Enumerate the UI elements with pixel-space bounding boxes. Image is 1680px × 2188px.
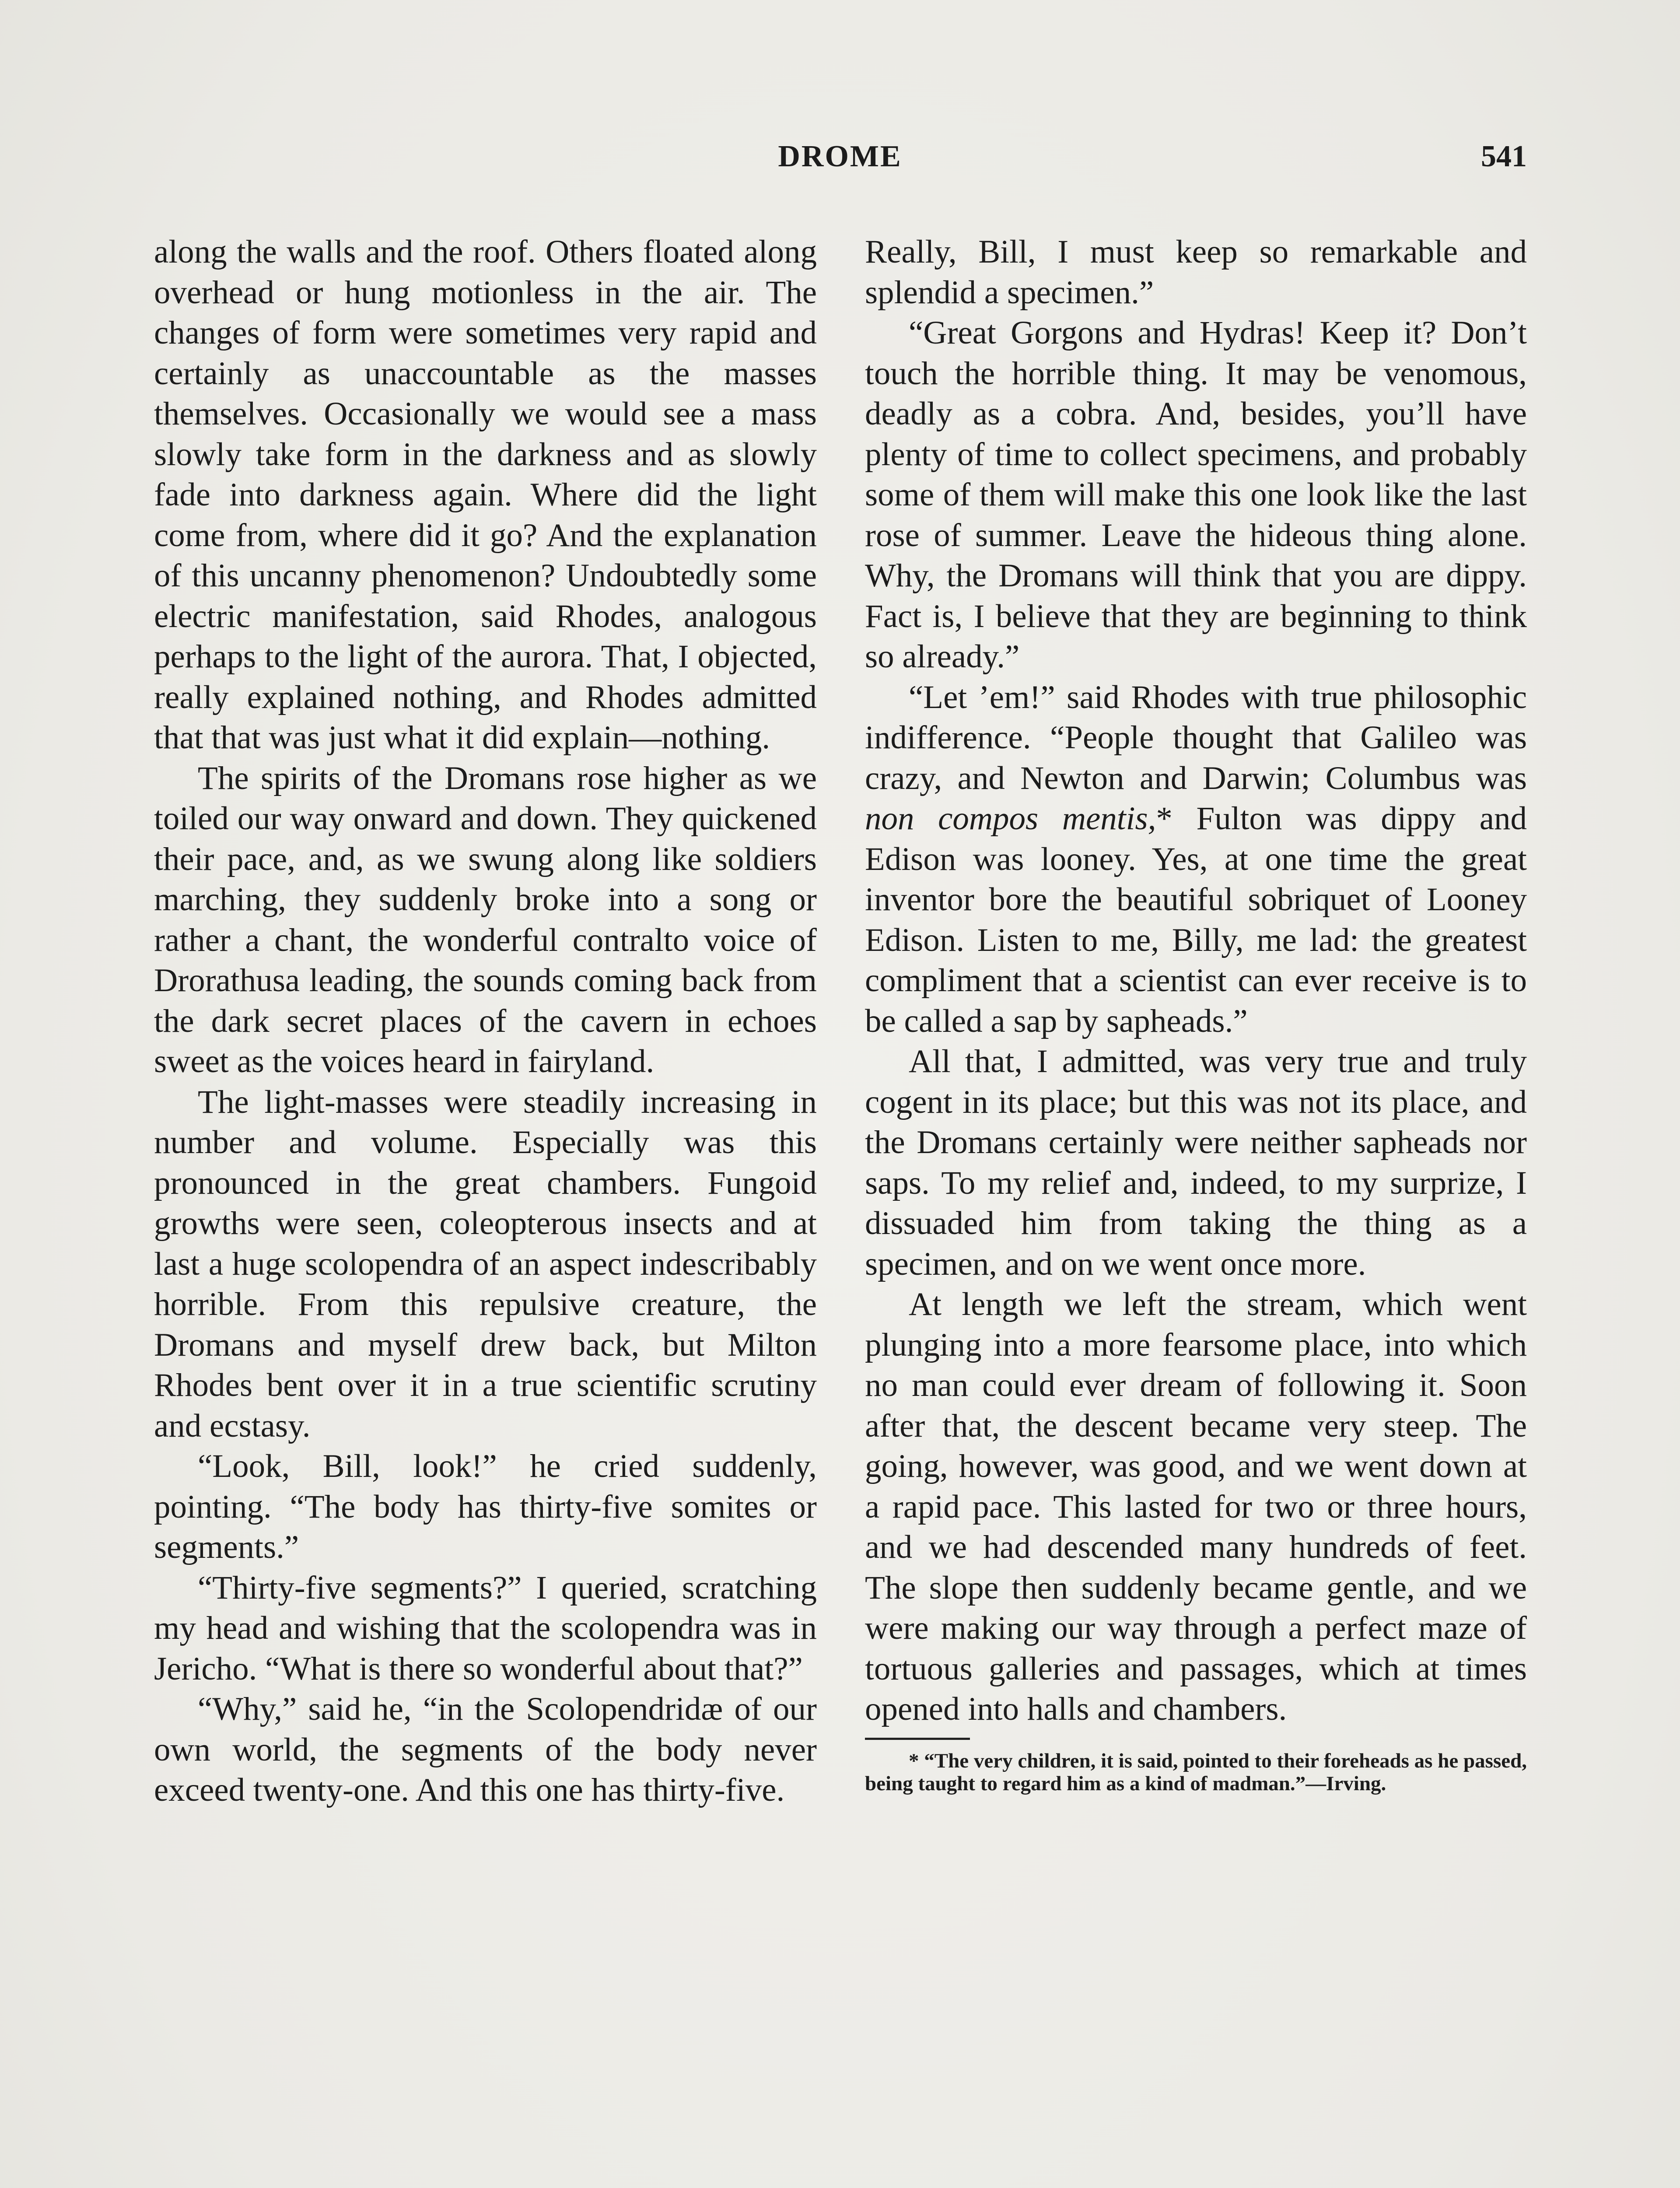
paragraph: The spirits of the Dromans rose higher as we toiled our way onward and down. They quickened their pace, and, as we swung along like soldiers marching, they suddenly broke into a song or rather a chant, the wonderful contralto voice of Drorathusa leading, the sounds coming back from the dark secret places of the cavern in echoes sweet as the voices heard in fairyland. xyxy=(154,760,817,1080)
right-column xyxy=(865,232,1527,1795)
paragraph: “Why,” said he, “in the Scolopendridæ of our own world, the segments of the body never exceed twenty-one. And this one has thirty-five. xyxy=(154,1691,817,1808)
paragraph: At length we left the stream, which went plunging into a more fearsome place, into which no man could ever dream of following it. Soon after that, the descent became very steep. The going, however, was good, and we went down at a rapid pace. This lasted for two or three hours, and we had descended many hundreds of feet. The slope then suddenly became gentle, and we were making our way through a perfect maze of tortuous galleries and passages, which at times opened into halls and chambers. xyxy=(865,1286,1527,1727)
footnote: * “The very children, it is said, pointed to their foreheads as he passed, being taught to regard him as a kind of madman.”—Irving. xyxy=(865,1749,1527,1795)
paragraph-text: “Let ’em!” said Rhodes with true philosophic indifference. “People thought that Galileo was crazy, and Newton and Darwin; Columbus was xyxy=(865,679,1527,796)
paragraph: along the walls and the roof. Others floated along overhead or hung motionless in the air. The changes of form were sometimes very rapid and certainly as unaccountable as the masses themselves. Occasionally we would see a mass slowly take form in the darkness and as slowly fade into darkness again. Where did the light come from, where did it go? And the explanation of this uncanny phenomenon? Undoubtedly some electric manifestation, said Rhodes, analogous perhaps to the light of the aurora. That, I objected, really explained nothing, and Rhodes admitted that that was just what it did explain—nothing. xyxy=(154,234,817,756)
paragraph: All that, I admitted, was very true and truly cogent in its place; but this was not its place, and the Dromans certainly were neither sapheads nor saps. To my relief and, indeed, to my surprize, I dissuaded him from taking the thing as a specimen, and on we went once more. xyxy=(865,1043,1527,1282)
paragraph: Really, Bill, I must keep so remarkable and splendid a specimen.” xyxy=(865,234,1527,311)
page-number: 541 xyxy=(1481,140,1527,173)
paragraph: “Look, Bill, look!” he cried suddenly, pointing. “The body has thirty-five somites or segments.” xyxy=(154,1448,817,1565)
paragraph: The light-masses were steadily increasing in number and volume. Especially was this pronounced in the great chambers. Fungoid growths were seen, coleopterous insects and at last a huge scolopendra of an aspect indescribably horrible. From this repulsive creature, the Dromans and myself drew back, but Milton Rhodes bent over it in a true scientific scrutiny and ecstasy. xyxy=(154,1083,817,1444)
running-head xyxy=(0,139,1680,179)
left-column xyxy=(154,232,817,1811)
latin-phrase: non compos mentis, xyxy=(865,800,1156,837)
footnote-divider xyxy=(865,1738,970,1740)
paragraph-text: * Fulton was dippy and Edison was looney. Yes, at one time the great inventor bore the beautiful sobriquet of Looney Edison. Listen to me, Billy, me lad: the greatest compliment that a scientist can ever receive is to be called a sap by sapheads.” xyxy=(865,800,1527,1039)
paragraph xyxy=(865,677,1527,1042)
paragraph: “Thirty-five segments?” I queried, scratching my head and wishing that the scolopendra was in Jericho. “What is there so wonderful about that?” xyxy=(154,1569,817,1687)
running-title: DROME xyxy=(778,140,902,173)
paragraph: “Great Gorgons and Hydras! Keep it? Don’t touch the horrible thing. It may be venomous, deadly as a cobra. And, besides, you’ll have plenty of time to collect specimens, and probably some of them will make this one look like the last rose of summer. Leave the hideous thing alone. Why, the Dromans will think that you are dippy. Fact is, I believe that they are beginning to think so already.” xyxy=(865,315,1527,675)
